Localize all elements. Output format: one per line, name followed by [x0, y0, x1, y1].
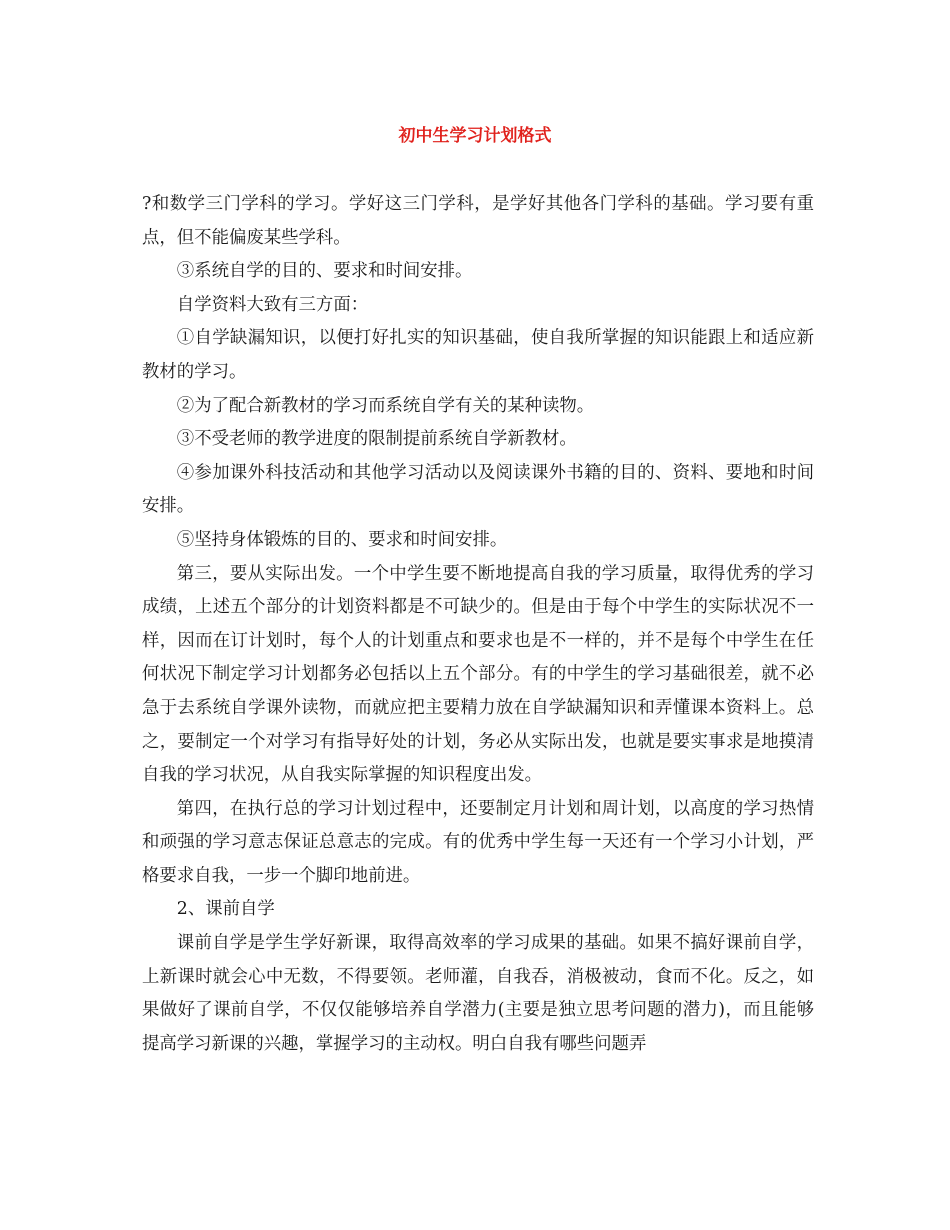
- paragraph-self-study-intro: 自学资料大致有三方面：: [176, 294, 369, 315]
- section-heading-preview: 2、课前自学: [176, 899, 275, 920]
- paragraph-self-study-goal: ③系统自学的目的、要求和时间安排。: [176, 261, 473, 282]
- paragraph-item-2: ②为了配合新教材的学习而系统自学有关的某种读物。: [176, 395, 595, 416]
- paragraph-fourth-point: 第四，在执行总的学习计划过程中，还要制定月计划和周计划，以高度的学习热情和顽强的学习意志保证总意志的完成。有的优秀中学生每一天还有一个学习小计划，严格要求自我，一步一个脚印地前进。: [142, 798, 814, 886]
- paragraph-item-4: ④参加课外科技活动和其他学习活动以及阅读课外书籍的目的、资料、要地和时间安排。: [142, 462, 814, 517]
- paragraph-continued: ?和数学三门学科的学习。学好这三门学科，是学好其他各门学科的基础。学习要有重点，但不能偏废某些学科。: [142, 194, 814, 248]
- document-title: 初中生学习计划格式: [398, 126, 552, 146]
- paragraph-preview: 课前自学是学生学好新课，取得高效率的学习成果的基础。如果不搞好课前自学，上新课时就会心中无数，不得要领。老师灌，自我吞，消极被动，食而不化。反之，如果做好了课前自学，不仅仅能够培养自学潜力(主要是独立思考问题的潜力)，而且能够提高学习新课的兴趣，掌握学习的主动权。明白自我有哪些问题弄: [142, 933, 814, 1054]
- document-body: [142, 188, 814, 1061]
- paragraph-item-5: ⑤坚持身体锻炼的目的、要求和时间安排。: [176, 529, 508, 550]
- paragraph-item-3: ③不受老师的教学进度的限制提前系统自学新教材。: [176, 429, 577, 450]
- paragraph-third-point: 第三，要从实际出发。一个中学生要不断地提高自我的学习质量，取得优秀的学习成绩，上述五个部分的计划资料都是不可缺少的。但是由于每个中学生的实际状况不一样，因而在订计划时，每个人的计划重点和要求也是不一样的，并不是每个中学生在任何状况下制定学习计划都务必包括以上五个部分。有的中学生的学习基础很差，就不必急于去系统自学课外读物，而就应把主要精力放在自学缺漏知识和弄懂课本资料上。总之，要制定一个对学习有指导好处的计划，务必从实际出发，也就是要实事求是地摸清自我的学习状况，从自我实际掌握的知识程度出发。: [142, 563, 814, 786]
- paragraph-item-1: ①自学缺漏知识，以便打好扎实的知识基础，使自我所掌握的知识能跟上和适应新教材的学习。: [142, 328, 814, 382]
